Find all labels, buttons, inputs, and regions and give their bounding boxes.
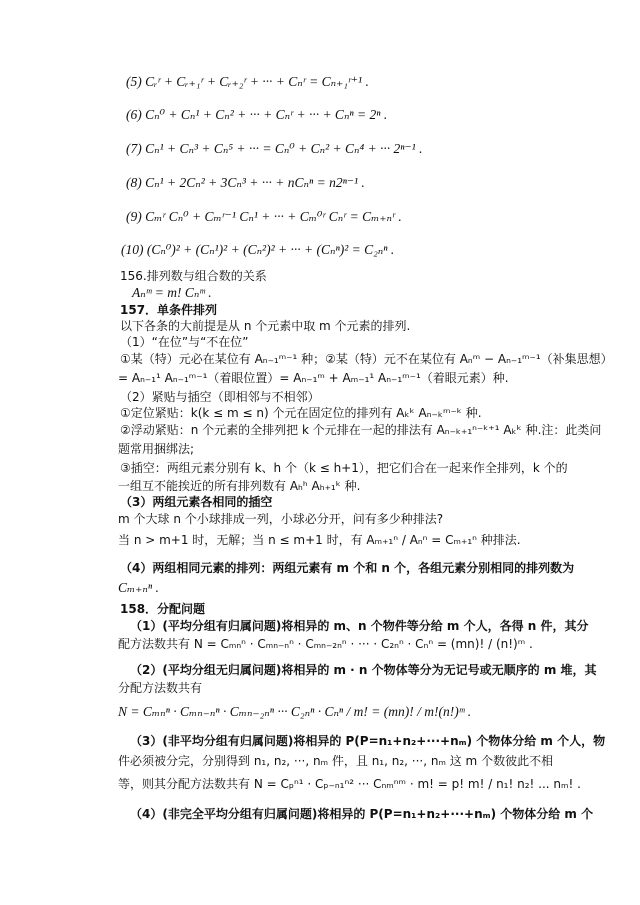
document-page: (5) Cᵣʳ + Cᵣ₊₁ʳ + Cᵣ₊₂ʳ + ··· + Cₙʳ = Cₙ₊₁ʳ⁺¹ . (6) Cₙ⁰ + Cₙ¹ + Cₙ² + ··· + Cₙʳ + ··· + Cₙⁿ = 2ⁿ . (7) Cₙ¹ + Cₙ³ + Cₙ⁵ + ··· = Cₙ⁰ + Cₙ² + Cₙ⁴ + ··· 2ⁿ⁻¹ . (8) Cₙ¹ + 2Cₙ² + 3Cₙ³ + ··· + nCₙⁿ = n2ⁿ⁻¹ . (9) Cₘʳ Cₙ⁰ + Cₘʳ⁻¹ Cₙ¹ + ··· + Cₘ⁰ʳ Cₙʳ = Cₘ₊ₙʳ . (10) (Cₙ⁰)² + (Cₙ¹)² + (Cₙ²)² + ··· + (Cₙⁿ)² = C₂ₙⁿ . 156.排列数与组合数的关系 Aₙᵐ = m! Cₙᵐ . 157．单条件排列 以下各条的大前提是从 n 个元素中取 m 个元素的排列. （1）“在位”与“不在位” ①某（特）元必在某位有 Aₙ₋₁ᵐ⁻¹ 种；②某（特）元不在某位有 Aₙᵐ − Aₙ₋₁ᵐ⁻¹（补集思想） = Aₙ₋₁¹ Aₙ₋₁ᵐ⁻¹（着眼位置）= Aₙ₋₁ᵐ + Aₘ₋₁¹ Aₙ₋₁ᵐ⁻¹（着眼元素）种. （2）紧贴与插空（即相邻与不相邻） ①定位紧贴：k(k ≤ m ≤ n) 个元在固定位的排列有 Aₖᵏ Aₙ₋ₖᵐ⁻ᵏ 种. ②浮动紧贴：n 个元素的全排列把 k 个元排在一起的排法有 Aₙ₋ₖ₊₁ⁿ⁻ᵏ⁺¹ Aₖᵏ 种.注：此类问 题常用捆绑法; ③插空：两组元素分别有 k、h 个（k ≤ h+1），把它们合在一起来作全排列，k 个的 一组互不能挨近的所有排列数有 Aₕʰ Aₕ₊₁ᵏ 种. （3）两组元素各相同的插空 m 个大球 n 个小球排成一列，小球必分开，问有多少种排法? 当 n > m+1 时，无解；当 n ≤ m+1 时，有 Aₘ₊₁ⁿ / Aₙⁿ = Cₘ₊₁ⁿ 种排法. （4）两组相同元素的排列：两组元素有 m 个和 n 个，各组元素分别相同的排列数为 Cₘ₊ₙⁿ . 158．分配问题 （1）(平均分组有归属问题)将相异的 m、n 个物件等分给 m 个人，各得 n 件，其分 配方法数共有 N = Cₘₙⁿ · Cₘₙ₋ₙⁿ · Cₘₙ₋₂ₙⁿ · ··· · C₂ₙⁿ · Cₙⁿ = (mn)! / (n!)ᵐ . （2）(平均分组无归属问题)将相异的 m · n 个物体等分为无记号或无顺序的 m 堆，其 分配方法数共有 N = Cₘₙⁿ · Cₘₙ₋ₙⁿ · Cₘₙ₋₂ₙⁿ ··· C₂ₙⁿ · Cₙⁿ / m! = (mn)! / m!(n!)ᵐ . （3）(非平均分组有归属问题)将相异的 P(P=n₁+n₂+···+nₘ) 个物体分给 m 个人，物 件必须被分完，分别得到 n₁, n₂, ···, nₘ 件，且 n₁, n₂, ···, nₘ 这 m 个数彼此不相 等，则其分配方法数共有 N = Cₚⁿ¹ · Cₚ₋ₙ₁ⁿ² ··· Cₙₘⁿᵐ · m! = p! m! / n₁! n₂! ... nₘ! . （4）(非完全平均分组有归属问题)将相异的 P(P=n₁+n₂+···+nₘ) 个物体分给 m 个 [118,74,613,821]
